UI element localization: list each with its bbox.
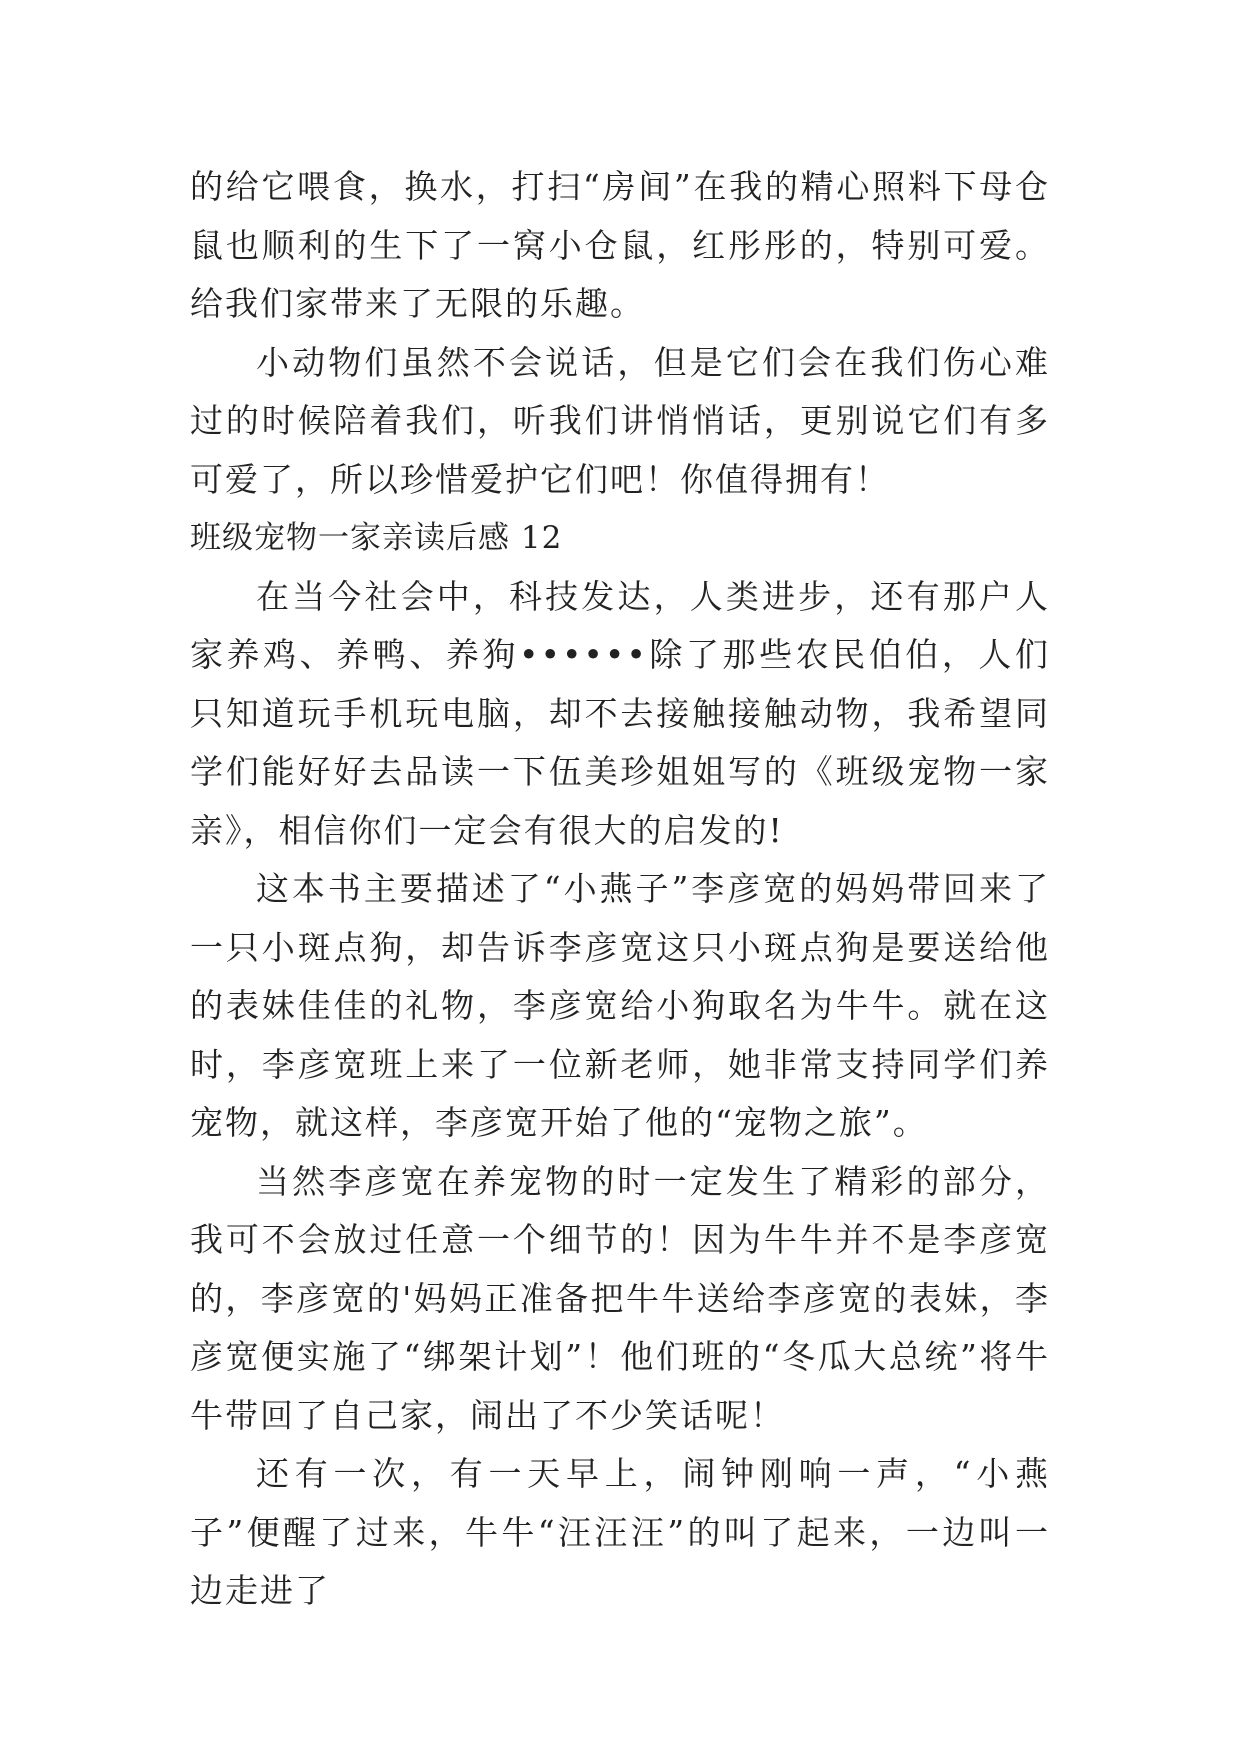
- document-body: [190, 158, 1050, 1621]
- section-heading: 班级宠物一家亲读后感 12: [190, 520, 563, 556]
- paragraph-1: 的给它喂食，换水，打扫“房间”在我的精心照料下母仓鼠也顺利的生下了一窝小仓鼠，红彤彤的，特别可爱。给我们家带来了无限的乐趣。: [190, 167, 1050, 323]
- paragraph-2: 小动物们虽然不会说话，但是它们会在我们伤心难过的时候陪着我们，听我们讲悄悄话，更别说它们有多可爱了，所以珍惜爱护它们吧！你值得拥有！: [190, 342, 1050, 499]
- paragraph-5: 当然李彦宽在养宠物的时一定发生了精彩的部分，我可不会放过任意一个细节的！因为牛牛并不是李彦宽的，李彦宽的'妈妈正准备把牛牛送给李彦宽的表妹，李彦宽便实施了“绑架计划”！他们班的“冬瓜大总统”将牛牛带回了自己家，闹出了不少笑话呢！: [190, 1161, 1050, 1435]
- paragraph-3: 在当今社会中，科技发达，人类进步，还有那户人家养鸡、养鸭、养狗••••••除了那些农民伯伯，人们只知道玩手机玩电脑，却不去接触接触动物，我希望同学们能好好去品读一下伍美珍姐姐写的《班级宠物一家亲》，相信你们一定会有很大的启发的!: [190, 576, 1050, 850]
- paragraph-4: 这本书主要描述了“小燕子”李彦宽的妈妈带回来了一只小斑点狗，却告诉李彦宽这只小斑点狗是要送给他的表妹佳佳的礼物，李彦宽给小狗取名为牛牛。就在这时，李彦宽班上来了一位新老师，她非常支持同学们养宠物，就这样，李彦宽开始了他的“宠物之旅”。: [190, 869, 1050, 1142]
- paragraph-6: 还有一次，有一天早上，闹钟刚响一声，“小燕子”便醒了过来，牛牛“汪汪汪”的叫了起来，一边叫一边走进了: [190, 1454, 1050, 1610]
